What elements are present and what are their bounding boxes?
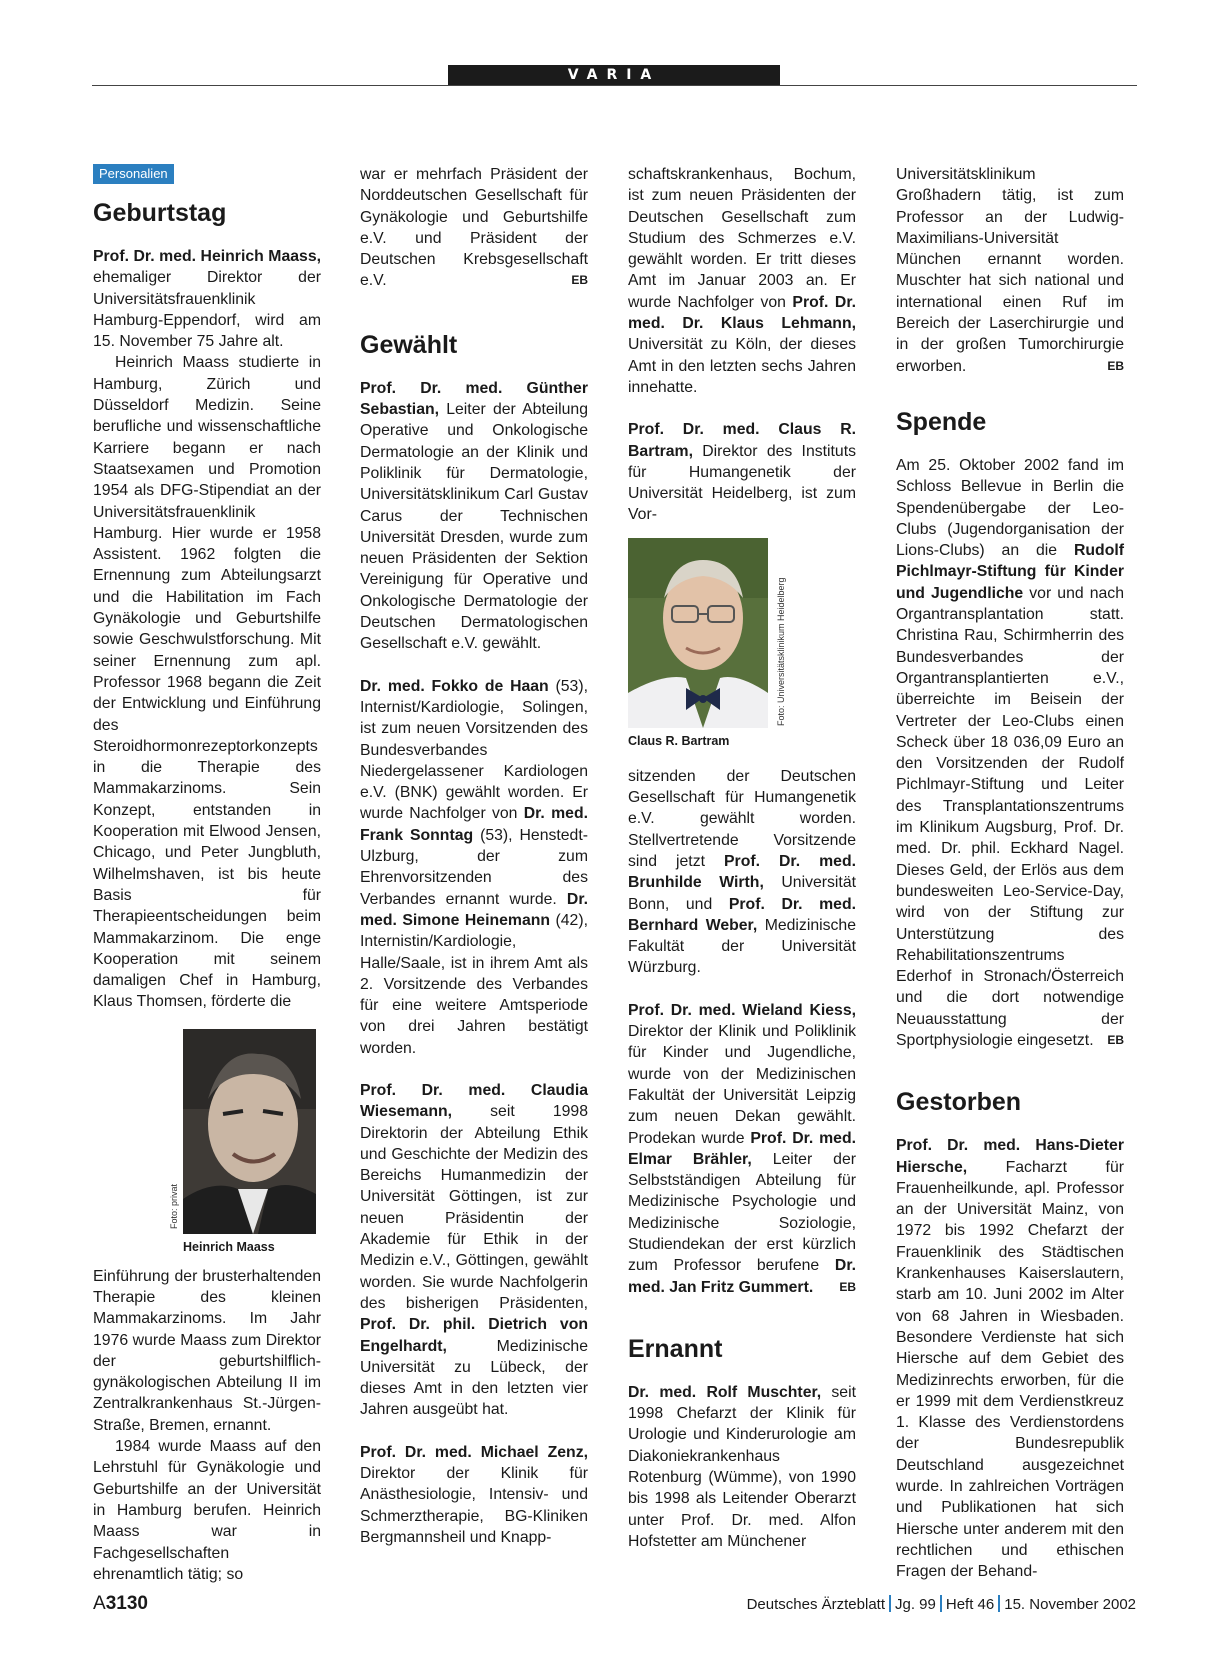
paragraph — [628, 419, 856, 525]
separator — [998, 1595, 1000, 1612]
portrait-image — [183, 1029, 316, 1234]
paragraph — [628, 1000, 856, 1298]
paragraph — [93, 246, 321, 352]
person-name: Prof. Dr. med. Michael Zenz, — [360, 1443, 588, 1461]
text: Universität Bonn, und — [628, 874, 856, 913]
text: Direktor der Klinik für Anästhesiologie, Intensiv- und Schmerztherapie, BG-Kliniken Bergmannsheil und Knapp- — [360, 1465, 588, 1546]
page-prefix: A — [93, 1593, 106, 1614]
text: Universität zu Köln, der dieses Amt in den letzten sechs Jahren innehatte. — [628, 336, 856, 396]
paragraph — [628, 164, 856, 398]
paragraph: Einführung der brusterhaltenden Therapie des kleinen Mammakarzinoms. Im Jahr 1976 wurde Maass zum Direktor der geburtshilflich-gynäkologischen Abteilung II im Zentralkrankenhaus St.-Jürgen-Straße, Bremen, ernannt. — [93, 1267, 321, 1434]
photo-claus-bartram — [628, 538, 768, 728]
paragraph — [628, 1382, 856, 1552]
column-2 — [360, 164, 588, 1548]
volume: Jg. 99 — [895, 1596, 936, 1613]
text: (53), Henstedt-Ulzburg, der zum Ehrenvorsitzenden des Verbandes ernannt wurde. — [360, 826, 588, 908]
photo-block-bartram — [628, 538, 798, 748]
person-name: Prof. Dr. med. Dr. Klaus Lehmann, — [628, 293, 856, 333]
person-name: Prof. Dr. med. Heinrich Maass, — [93, 248, 321, 265]
person-name: Prof. Dr. med. Wieland Kiess, — [628, 1001, 856, 1019]
text: ehemaliger Direktor der Universitätsfrauenklinik Hamburg-Eppendorf, wird am 15. November 75 Jahre alt. — [93, 269, 321, 351]
heading-ernannt: Ernannt — [628, 1334, 723, 1363]
page-number-value: 3130 — [105, 1593, 148, 1614]
section-header: VARIA — [448, 65, 780, 85]
person-name: Prof. Dr. med. Günther Sebastian, — [360, 379, 588, 419]
text: seit 1998 Direktorin der Abteilung Ethik und Geschichte der Medizin des Bereichs Humanmedizin der Universität Göttingen, ist zur neuen Präsidentin der Akademie für Ethik in der Medizin e.V., Göttingen, gewählt worden. Sie wurde Nachfolgerin des bisherigen Präsidenten, — [360, 1103, 588, 1312]
person-name: Prof. Dr. phil. Dietrich von Engelhardt, — [360, 1316, 588, 1355]
person-name: Prof. Dr. med. Elmar Brähler, — [628, 1129, 856, 1168]
text: schaftskrankenhaus, Bochum, ist zum neuen Präsidenten der Deutschen Gesellschaft zum Studium des Schmerzes e.V. gewählt worden. Er tritt dieses Amt im Januar 2003 an. Er wurde Nachfolger von — [628, 166, 856, 311]
photo-caption: Heinrich Maass — [183, 1239, 275, 1254]
page-number — [93, 1592, 148, 1616]
heading-gestorben: Gestorben — [896, 1088, 1022, 1117]
paragraph — [360, 1080, 588, 1421]
journal-name: Deutsches Ärzteblatt — [746, 1596, 885, 1613]
person-name: Dr. med. Simone Heinemann — [360, 890, 588, 929]
text: seit 1998 Chefarzt der Klinik für Urologie und Kinderurologie am Diakoniekrankenhaus Rotenburg (Wümme), von 1990 bis 1998 als Leitender Oberarzt unter Prof. Dr. med. Alfon Hofstetter am Münchener — [628, 1383, 856, 1550]
portrait-image — [628, 538, 768, 728]
separator — [940, 1595, 942, 1612]
text: (42), Internistin/Kardiologie, Halle/Saale, ist in ihrem Amt als 2. Vorsitzende des Verbandes für eine weitere Amtsperiode von drei Jahren bestätigt worden. — [360, 911, 588, 1057]
issue: Heft 46 — [945, 1596, 995, 1613]
author-signature: EB — [839, 1279, 856, 1294]
text: Universitätsklinikum Großhadern tätig, ist zum Professor an der Ludwig-Maximilians-Universität München ernannt worden. Muschter hat sich national und international einen Ruf im Bereich der Laserchirurgie und in der großen Tumorchirurgie erworben. — [896, 166, 1124, 375]
paragraph — [896, 1135, 1124, 1582]
photo-credit: Foto: privat — [169, 1183, 179, 1229]
paragraph — [360, 1442, 588, 1548]
photo-credit: Foto: Universitätsklinikum Heidelberg — [776, 577, 786, 726]
text: Am 25. Oktober 2002 fand im Schloss Bellevue in Berlin die Spendenübergabe der Leo-Clubs (Jugendorganisation der Lions-Clubs) an die — [896, 456, 1124, 560]
column-4 — [896, 164, 1124, 1583]
person-name: Prof. Dr. med. Hans-Dieter Hiersche, — [896, 1137, 1124, 1176]
paragraph — [360, 378, 588, 655]
paragraph: 1984 wurde Maass auf den Lehrstuhl für Gynäkologie und Geburtshilfe an der Universität in Hamburg berufen. Heinrich Maass war in Fachgesellschaften ehrenamtlich tätig; so — [93, 1438, 321, 1583]
text: war er mehrfach Präsident der Norddeutschen Gesellschaft für Gynäkologie und Geburtshilfe e.V. und Präsident der Deutschen Krebsgesellschaft e.V. — [360, 166, 588, 290]
photo-heinrich-maass — [183, 1029, 316, 1234]
text: Leiter der Selbstständigen Abteilung für Medizinische Psychologie und Medizinische Soziologie, Studiendekan der erst kürzlich zum Professor berufene — [628, 1150, 857, 1275]
person-name: Dr. med. Rolf Muschter, — [628, 1383, 822, 1401]
author-signature: EB — [571, 273, 588, 288]
organization-name: Rudolf Pichlmayr-Stiftung für Kinder und Jugendliche — [896, 542, 1124, 602]
text: Medizinische Fakultät der Universität Würzburg. — [628, 916, 857, 977]
text: sitzenden der Deutschen Gesellschaft für Humangenetik e.V. gewählt worden. Stellvertretende Vorsitzende sind jetzt — [628, 767, 856, 870]
person-name: Prof. Dr. med. Bernhard Weber, — [628, 895, 856, 934]
text: Direktor des Instituts für Humangenetik der Universität Heidelberg, ist zum Vor- — [628, 442, 856, 524]
paragraph — [896, 455, 1124, 1051]
issue-date: 15. November 2002 — [1004, 1596, 1136, 1613]
heading-gewaehlt: Gewählt — [360, 330, 458, 359]
text: Medizinische Universität zu Lübeck, der dieses Amt in den letzten vier Jahren ausgeübt hat. — [360, 1337, 588, 1419]
text: Leiter der Abteilung Operative und Onkologische Dermatologie an der Klinik und Poliklinik für Dermatologie, Universitätsklinikum Carl Gustav Carus der Technischen Universität Dresden, wurde zum neuen Präsidenten der Sektion Vereinigung für Operative und Onkologische Dermatologie der Deutschen Dermatologischen Gesellschaft e.V. gewählt. — [360, 401, 588, 653]
header-rule — [92, 85, 1137, 86]
person-name: Prof. Dr. med. Claus R. Bartram, — [628, 421, 856, 460]
paragraph — [628, 766, 856, 979]
heading-spende: Spende — [896, 407, 987, 436]
column-3 — [628, 164, 856, 1552]
footer-citation — [747, 1594, 1136, 1616]
text: (53), Internist/Kardiologie, Solingen, ist zum neuen Vorsitzenden des Bundesverbandes Niedergelassener Kardiologen e.V. (BNK) gewählt worden. Er wurde Nachfolger von — [360, 677, 588, 823]
person-name: Prof. Dr. med. Claudia Wiesemann, — [360, 1081, 588, 1121]
paragraph — [896, 164, 1124, 377]
text: vor und nach Organtransplantation statt. Christina Rau, Schirmherrin des Bundesverbandes der Organtransplantierten e.V., überreichte im Beisein der Vertreter der Leo-Clubs einen Scheck über 18 036,09 Euro an den Vorsitzenden der Rudolf Pichlmayr-Stiftung und Leiter des Transplantationszentrums im Klinikum Augsburg, Prof. Dr. med. Dr. phil. Eckhard Nagel. Dieses Geld, der Erlös aus dem bundesweiten Leo-Service-Day, wird von der Stiftung zur Unterstützung des Rehabilitationszentrums Ederhof in Stronach/Österreich und die dort notwendige Neuausstattung der Sportphysiologie eingesetzt. — [896, 584, 1124, 1049]
author-signature: EB — [1107, 1032, 1124, 1047]
paragraph: Heinrich Maass studierte in Hamburg, Zürich und Düsseldorf Medizin. Seine berufliche und wissenschaftliche Karriere begann er nach Staatsexamen und Promotion 1954 als DFG-Stipendiat an der Universitätsfrauenklinik Hamburg. Hier wurde er 1958 Assistent. 1962 folgten die Ernennung zum Abteilungsarzt und die Habilitation im Fach Gynäkologie und Geburtshilfe sowie Geschwulstforschung. Mit seiner Ernennung zum apl. Professor 1968 begann die Zeit der Entwicklung und Einführung des Steroidhormonrezeptorkonzepts in die Therapie des Mammakarzinoms. Sein Konzept, entstanden in Kooperation mit Elwood Jensen, Chicago, und Peter Jungbluth, Wilhelmshaven, ist bis heute Basis für Therapieentscheidungen beim Mammakarzinom. Die enge Kooperation mit seinem damaligen Chef in Hamburg, Klaus Thomsen, förderte die — [93, 354, 321, 1011]
separator — [889, 1595, 891, 1612]
category-tag: Personalien — [93, 164, 174, 184]
photo-block-maass — [169, 1029, 316, 1254]
paragraph — [360, 676, 588, 1059]
author-signature: EB — [1107, 358, 1124, 373]
person-name: Dr. med. Frank Sonntag — [360, 805, 588, 844]
heading-geburtstag: Geburtstag — [93, 199, 227, 227]
column-1 — [93, 164, 321, 1585]
paragraph — [360, 164, 588, 292]
person-name: Dr. med. Fokko de Haan — [360, 677, 549, 695]
person-name: Prof. Dr. med. Brunhilde Wirth, — [628, 852, 856, 892]
photo-caption: Claus R. Bartram — [628, 733, 730, 748]
person-name: Dr. med. Jan Fritz Gummert. — [628, 1257, 856, 1296]
text: Facharzt für Frauenheilkunde, apl. Professor an der Universität Mainz, von 1972 bis 1992 Chefarzt der Frauenklinik des Städtischen Krankenhauses Kaiserslautern, starb am 10. Juni 2002 im Alter von 68 Jahren in Wiesbaden. Besondere Verdienste hat sich Hiersche auf dem Gebiet des Medizinrechts erworben, für die er 1999 mit dem Verdienstkreuz 1. Klasse des Verdienstordens der Bundesrepublik Deutschland ausgezeichnet wurde. In zahlreichen Vorträgen und Publikationen hat sich Hiersche unter anderem mit den rechtlichen und ethischen Fragen der Behand- — [896, 1158, 1124, 1581]
text: Direktor der Klinik und Poliklinik für Kinder und Jugendliche, wurde von der Medizinischen Fakultät der Universität Leipzig zum neuen Dekan gewählt. Prodekan wurde — [628, 1023, 856, 1147]
